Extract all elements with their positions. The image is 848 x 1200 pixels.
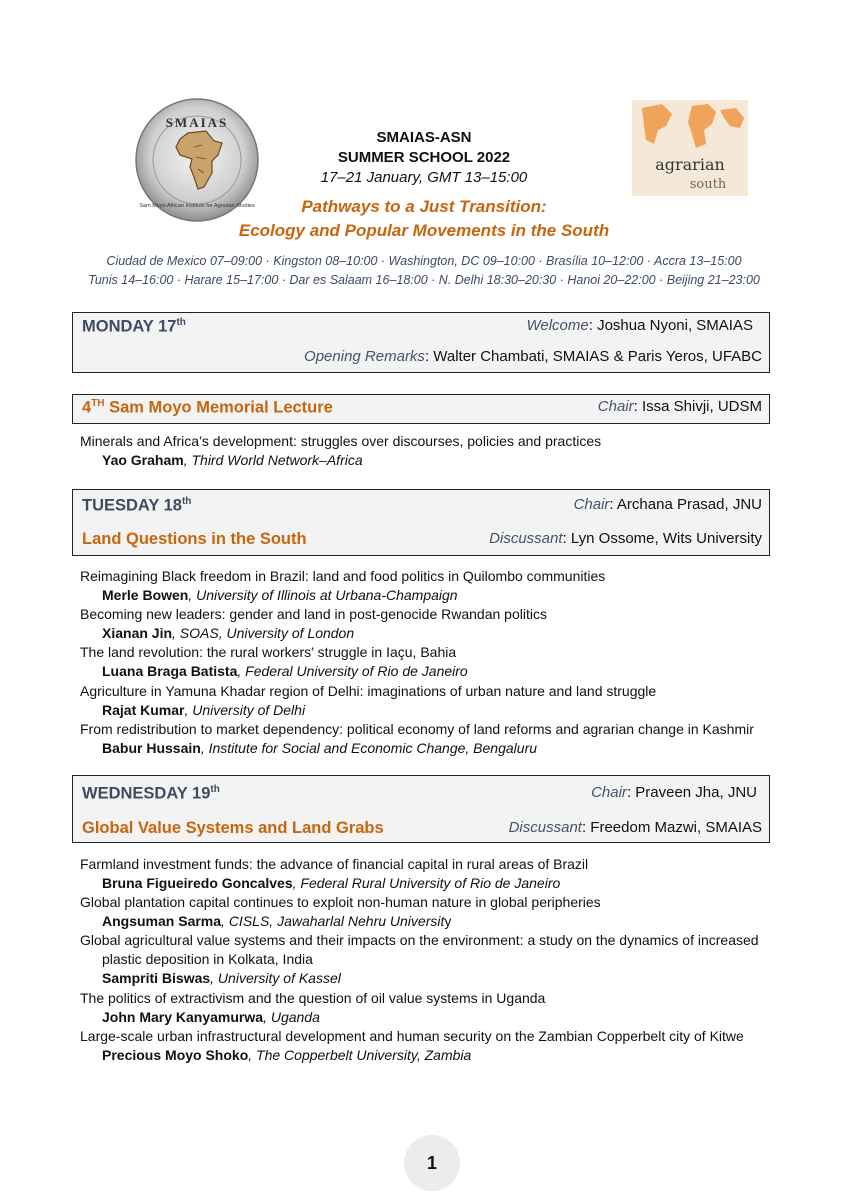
- monday-day-label: MONDAY 17th: [82, 317, 186, 336]
- lecture-paper: [80, 432, 780, 470]
- wednesday-chair: Chair: Praveen Jha, JNU: [591, 784, 757, 801]
- tuesday-discussant: Discussant: Lyn Ossome, Wits University: [489, 530, 762, 547]
- event-dates: 17–21 January, GMT 13–15:00: [320, 169, 528, 186]
- tuesday-chair: Chair: Archana Prasad, JNU: [573, 496, 762, 513]
- paper-author-line: Merle Bowen, University of Illinois at Urbana-Champaign: [102, 587, 458, 603]
- wednesday-paper-3: [80, 931, 780, 988]
- paper-author-line: Angsuman Sarma, CISLS, Jawaharlal Nehru University: [102, 913, 452, 929]
- monday-opening-remarks: Opening Remarks: Walter Chambati, SMAIAS & Paris Yeros, UFABC: [304, 348, 762, 365]
- wednesday-paper-2: [80, 893, 780, 931]
- paper-title: Global agricultural value systems and their impacts on the environment: a study on the dynamics of increased: [80, 932, 759, 948]
- monday-welcome: Welcome: Joshua Nyoni, SMAIAS: [526, 317, 753, 334]
- org-title: SMAIAS-ASN: [376, 129, 472, 146]
- timezones-line-1: Ciudad de Mexico 07–09:00 · Kingston 08–10:00 · Washington, DC 09–10:00 · Brasília 10–12:00 · Accra 13–15:00: [106, 254, 742, 268]
- tuesday-paper-4: [80, 682, 780, 720]
- wednesday-discussant: Discussant: Freedom Mazwi, SMAIAS: [508, 819, 762, 836]
- page-number: 1: [404, 1135, 460, 1191]
- tuesday-day-label: TUESDAY 18th: [82, 496, 192, 515]
- wednesday-session-title: Global Value Systems and Land Grabs: [82, 819, 384, 837]
- paper-author-line: Bruna Figueiredo Goncalves, Federal Rural University of Rio de Janeiro: [102, 875, 561, 891]
- event-title: SUMMER SCHOOL 2022: [337, 149, 511, 166]
- paper-author-line: Sampriti Biswas, University of Kassel: [102, 970, 341, 986]
- paper-title: The politics of extractivism and the question of oil value systems in Uganda: [80, 990, 546, 1006]
- paper-author-line: Rajat Kumar, University of Delhi: [102, 702, 306, 718]
- tuesday-paper-1: [80, 567, 780, 605]
- smaias-logo-name: Sam Moyo African Institute for Agrarian Studies: [139, 203, 255, 209]
- tuesday-paper-2: [80, 605, 780, 643]
- wednesday-paper-5: [80, 1027, 780, 1065]
- paper-title: Global plantation capital continues to exploit non-human nature in global peripheries: [80, 894, 601, 910]
- theme-line-2: Ecology and Popular Movements in the South: [238, 221, 610, 240]
- paper-title: Reimagining Black freedom in Brazil: land and food politics in Quilombo communities: [80, 568, 606, 584]
- paper-title: From redistribution to market dependency: political economy of land reforms and agrarian change in Kashmir: [80, 721, 754, 737]
- paper-title: Agriculture in Yamuna Khadar region of Delhi: imaginations of urban nature and land struggle: [80, 683, 657, 699]
- lecture-session-box: [72, 394, 770, 424]
- paper-title: Minerals and Africa’s development: struggles over discourses, policies and practices: [80, 433, 602, 449]
- paper-author-line: John Mary Kanyamurwa, Uganda: [102, 1009, 320, 1025]
- smaias-logo-acronym: SMAIAS: [165, 115, 229, 130]
- paper-author-line: Yao Graham, Third World Network–Africa: [102, 452, 363, 468]
- paper-title: Farmland investment funds: the advance of financial capital in rural areas of Brazil: [80, 856, 589, 872]
- lecture-chair: Chair: Issa Shivji, UDSM: [597, 398, 762, 415]
- agrarian-south-logo-line1: agrarian: [655, 155, 725, 174]
- paper-title: Large-scale urban infrastructural development and human security on the Zambian Copperbelt city of Kitwe: [80, 1028, 744, 1044]
- wednesday-paper-4: [80, 989, 780, 1027]
- wednesday-day-label: WEDNESDAY 19th: [82, 784, 220, 803]
- theme-line-1: Pathways to a Just Transition:: [301, 197, 547, 216]
- lecture-title: 4TH Sam Moyo Memorial Lecture: [82, 398, 333, 417]
- tuesday-paper-5: [80, 720, 780, 758]
- timezones-line-2: Tunis 14–16:00 · Harare 15–17:00 · Dar es Salaam 16–18:00 · N. Delhi 18:30–20:30 · Hanoi 20–22:00 · Beijing 21–23:00: [88, 273, 760, 287]
- paper-author-line: Precious Moyo Shoko, The Copperbelt University, Zambia: [102, 1047, 472, 1063]
- paper-author-line: Babur Hussain, Institute for Social and Economic Change, Bengaluru: [102, 740, 538, 756]
- tuesday-session-title: Land Questions in the South: [82, 530, 307, 548]
- paper-title-continuation: plastic deposition in Kolkata, India: [102, 951, 313, 967]
- wednesday-session-box: [72, 775, 770, 843]
- paper-author-line: Luana Braga Batista, Federal University of Rio de Janeiro: [102, 663, 468, 679]
- paper-title: The land revolution: the rural workers’ struggle in Iaçu, Bahia: [80, 644, 457, 660]
- agrarian-south-logo-line2: south: [689, 177, 727, 192]
- paper-title: Becoming new leaders: gender and land in post-genocide Rwandan politics: [80, 606, 547, 622]
- monday-session-box: [72, 312, 770, 373]
- wednesday-paper-1: [80, 855, 780, 893]
- paper-author-line: Xianan Jin, SOAS, University of London: [102, 625, 355, 641]
- tuesday-session-box: [72, 489, 770, 556]
- tuesday-paper-3: [80, 643, 780, 681]
